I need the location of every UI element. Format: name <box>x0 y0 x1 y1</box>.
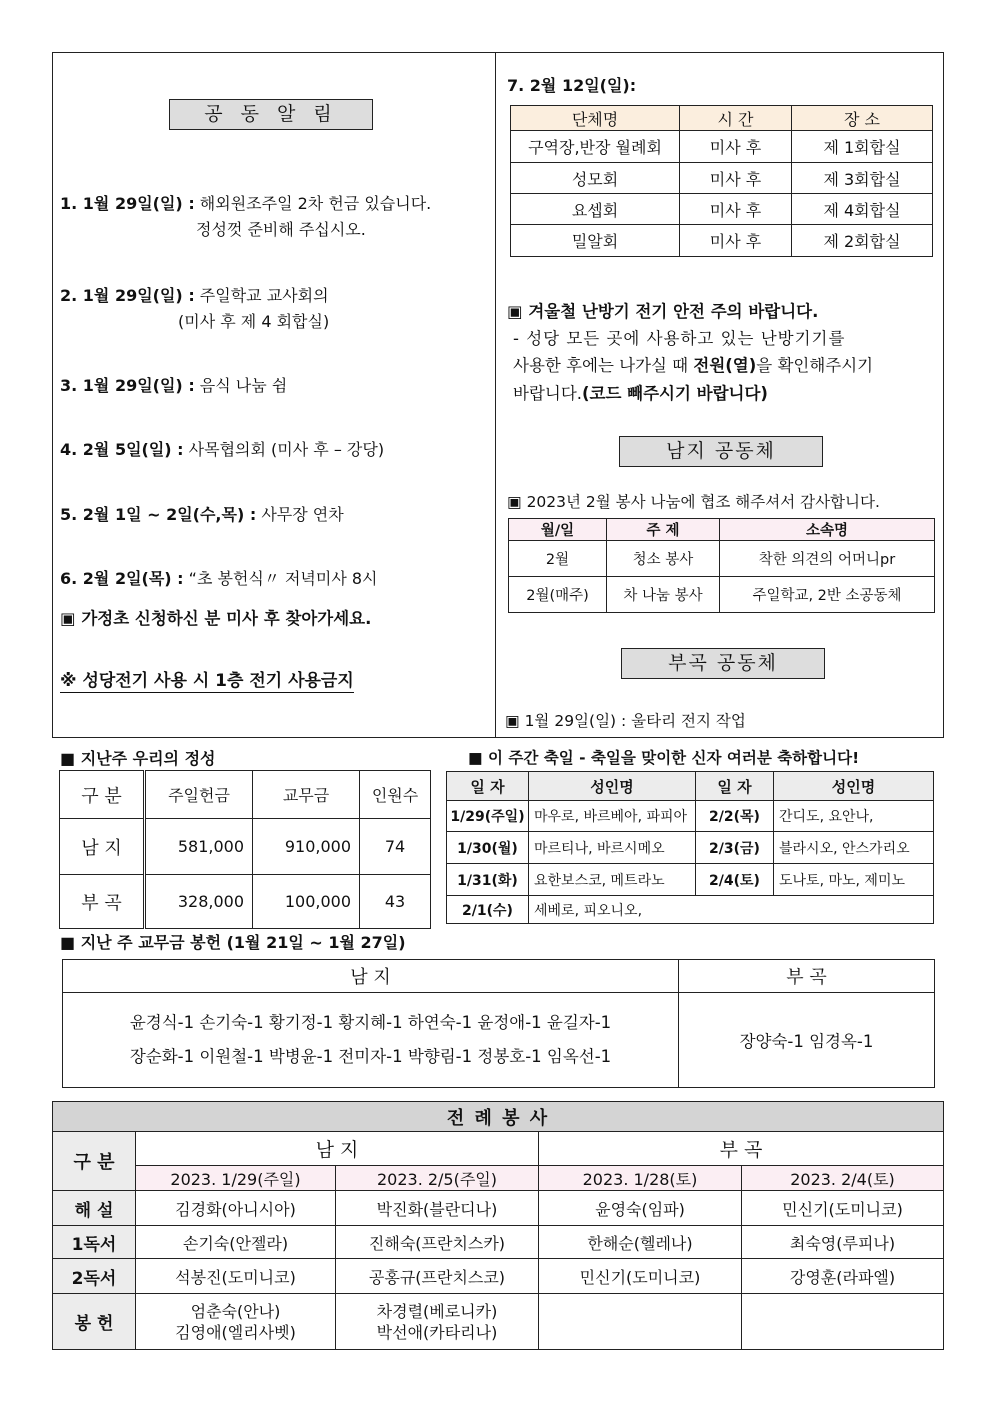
liturgy-cell: 석봉진(도미니코) <box>136 1259 336 1294</box>
namji-thanks: ▣ 2023년 2월 봉사 나눔에 협조 해주셔서 감사합니다. <box>507 493 880 511</box>
gyomu-bugok-header: 부 곡 <box>679 960 935 993</box>
liturgy-offer-name: 박선애(카타리나) <box>376 1322 498 1342</box>
feasts-table <box>446 771 934 924</box>
offering-title: ■ 지난주 우리의 정성 <box>60 749 216 768</box>
liturgy-cell: 강영훈(라파엘) <box>742 1259 944 1294</box>
notice-1-line2: 정성껏 준비해 주십시오. <box>196 220 366 239</box>
liturgy-date: 2023. 2/4(토) <box>742 1166 944 1191</box>
liturgy-cell: 박진화(블란디나) <box>336 1191 539 1226</box>
feb12-cell: 성모회 <box>511 163 680 194</box>
feb12-header-group: 단체명 <box>511 106 680 131</box>
feb12-cell: 제 2회합실 <box>792 225 933 257</box>
namji-cell: 착한 의견의 어머니pr <box>720 541 935 577</box>
feasts-date: 2/3(금) <box>696 832 774 864</box>
feasts-date: 1/31(화) <box>447 864 529 896</box>
offering-header: 교무금 <box>253 771 360 819</box>
bugok-item: ▣ 1월 29일(일) : 울타리 전지 작업 <box>505 712 746 730</box>
feasts-date: 2/1(수) <box>447 896 529 924</box>
liturgy-offer-name: 김영애(엘리사벳) <box>175 1322 296 1342</box>
heater-line2: 사용한 후에는 나가실 때 전원(열)을 확인해주시기 <box>513 356 874 375</box>
feasts-header: 성인명 <box>774 772 934 801</box>
feasts-saints: 세베로, 피오니오, <box>529 896 934 924</box>
feasts-saints: 도나토, 마노, 제미노 <box>774 864 934 896</box>
liturgy-row-label: 2독서 <box>53 1259 136 1294</box>
feasts-date: 2/4(토) <box>696 864 774 896</box>
feb12-header-time: 시 간 <box>680 106 792 131</box>
gyomu-namji-header: 남 지 <box>63 960 679 993</box>
feasts-date: 2/2(목) <box>696 801 774 832</box>
feb12-table <box>510 105 933 257</box>
heater-title: ▣ 겨울철 난방기 전기 안전 주의 바랍니다. <box>507 302 819 321</box>
common-title: 공 동 알 림 <box>169 99 373 130</box>
namji-cell: 2월(매주) <box>509 577 607 613</box>
offering-header: 주일헌금 <box>145 771 253 819</box>
namji-cell: 청소 봉사 <box>607 541 720 577</box>
feb12-heading: 7. 2월 12일(일): <box>507 76 637 95</box>
liturgy-cell: 최숙영(루피나) <box>742 1226 944 1259</box>
feb12-cell: 미사 후 <box>680 131 792 163</box>
liturgy-gubun: 구 분 <box>53 1132 136 1191</box>
notice-4: 4. 2월 5일(일) : 사목협의회 (미사 후 – 강당) <box>60 440 385 459</box>
feb12-header-place: 장 소 <box>792 106 933 131</box>
offering-cell: 74 <box>360 819 431 875</box>
heater-line1: - 성당 모든 곳에 사용하고 있는 난방기기를 <box>513 329 846 348</box>
gyomu-namji-line2: 장순화-1 이원철-1 박병윤-1 전미자-1 박향림-1 정봉호-1 임옥선-1 <box>129 1047 612 1066</box>
namji-cell: 차 나눔 봉사 <box>607 577 720 613</box>
gyomu-table <box>62 959 935 1088</box>
feasts-title: ■ 이 주간 축일 - 축일을 맞이한 신자 여러분 축하합니다! <box>468 749 860 767</box>
liturgy-bugok-header: 부 곡 <box>539 1132 944 1166</box>
offering-cell: 100,000 <box>253 875 360 929</box>
liturgy-cell: 민신기(도미니코) <box>539 1259 742 1294</box>
feasts-saints: 마르티나, 바르시메오 <box>529 832 696 864</box>
notice-2-line2: (미사 후 제 4 회합실) <box>178 312 330 331</box>
namji-header: 주 제 <box>607 519 720 541</box>
gyomu-title: ■ 지난 주 교무금 봉헌 (1월 21일 ~ 1월 27일) <box>60 933 406 952</box>
feasts-header: 일 자 <box>447 772 529 801</box>
feasts-header: 일 자 <box>696 772 774 801</box>
namji-cell: 주일학교, 2반 소공동체 <box>720 577 935 613</box>
feb12-cell: 미사 후 <box>680 163 792 194</box>
offering-header: 구 분 <box>60 771 145 819</box>
liturgy-cell: 진해숙(프란치스카) <box>336 1226 539 1259</box>
feasts-header: 성인명 <box>529 772 696 801</box>
feb12-cell: 제 4회합실 <box>792 194 933 225</box>
liturgy-offer-cell <box>539 1294 742 1350</box>
notice-1: 1. 1월 29일(일) : 해외원조주일 2차 헌금 있습니다. <box>60 194 432 213</box>
liturgy-offer-name: 엄춘숙(안나) <box>190 1301 281 1321</box>
liturgy-date: 2023. 2/5(주일) <box>336 1166 539 1191</box>
liturgy-date: 2023. 1/29(주일) <box>136 1166 336 1191</box>
feb12-cell: 요셉회 <box>511 194 680 225</box>
liturgy-row-label: 1독서 <box>53 1226 136 1259</box>
liturgy-title: 전 례 봉 사 <box>53 1102 944 1132</box>
notice-2: 2. 1월 29일(일) : 주일학교 교사회의 <box>60 286 329 305</box>
electric-note: ※ 성당전기 사용 시 1층 전기 사용금지 <box>60 666 354 693</box>
liturgy-offer-name: 차경렬(베로니카) <box>376 1301 498 1321</box>
namji-title: 남지 공동체 <box>619 436 823 467</box>
feasts-saints: 간디도, 요안나, <box>774 801 934 832</box>
feb12-cell: 미사 후 <box>680 194 792 225</box>
liturgy-cell: 민신기(도미니코) <box>742 1191 944 1226</box>
feb12-cell: 밀알회 <box>511 225 680 257</box>
offering-cell: 581,000 <box>145 819 253 875</box>
top-divider <box>495 52 496 738</box>
offering-cell: 910,000 <box>253 819 360 875</box>
namji-cell: 2월 <box>509 541 607 577</box>
liturgy-cell: 공홍규(프란치스코) <box>336 1259 539 1294</box>
offering-cell: 328,000 <box>145 875 253 929</box>
feasts-saints: 마우로, 바르베아, 파피아 <box>529 801 696 832</box>
offering-row-label: 부 곡 <box>60 875 145 929</box>
liturgy-offer-label: 봉 헌 <box>53 1294 136 1350</box>
gyomu-namji-line1: 윤경식-1 손기숙-1 황기정-1 황지혜-1 하연숙-1 윤정애-1 윤길자-1 <box>129 1013 612 1032</box>
notice-6: 6. 2월 2일(목) : “초 봉헌식〃 저녁미사 8시 <box>60 569 378 588</box>
namji-header: 소속명 <box>720 519 935 541</box>
liturgy-offer-cell <box>742 1294 944 1350</box>
liturgy-cell: 윤영숙(임파) <box>539 1191 742 1226</box>
gyomu-bugok-names: 장양숙-1 임경옥-1 <box>679 993 935 1088</box>
feasts-date: 1/30(월) <box>447 832 529 864</box>
bugok-title: 부곡 공동체 <box>621 648 825 679</box>
namji-table <box>508 518 935 613</box>
offering-row-label: 남 지 <box>60 819 145 875</box>
feb12-cell: 제 1회합실 <box>792 131 933 163</box>
notice-3: 3. 1월 29일(일) : 음식 나눔 쉼 <box>60 376 288 395</box>
candle-note: ▣ 가정초 신청하신 분 미사 후 찾아가세요. <box>60 609 372 628</box>
gyomu-namji-names <box>63 993 679 1088</box>
offering-header: 인원수 <box>360 771 431 819</box>
liturgy-offer-cell <box>336 1294 539 1350</box>
offering-cell: 43 <box>360 875 431 929</box>
liturgy-row-label: 해 설 <box>53 1191 136 1226</box>
offering-table <box>59 770 431 929</box>
notice-5: 5. 2월 1일 ~ 2일(수,목) : 사무장 연차 <box>60 505 344 524</box>
liturgy-cell: 손기숙(안젤라) <box>136 1226 336 1259</box>
feb12-cell: 미사 후 <box>680 225 792 257</box>
feb12-cell: 구역장,반장 월례회 <box>511 131 680 163</box>
feb12-cell: 제 3회합실 <box>792 163 933 194</box>
liturgy-cell: 김경화(아니시아) <box>136 1191 336 1226</box>
liturgy-cell: 한해순(헬레나) <box>539 1226 742 1259</box>
feasts-saints: 블라시오, 안스가리오 <box>774 832 934 864</box>
heater-line3: 바랍니다.(코드 빼주시기 바랍니다) <box>513 384 768 403</box>
liturgy-offer-cell <box>136 1294 336 1350</box>
namji-header: 월/일 <box>509 519 607 541</box>
liturgy-table <box>52 1101 944 1350</box>
liturgy-date: 2023. 1/28(토) <box>539 1166 742 1191</box>
feasts-saints: 요한보스코, 메트라노 <box>529 864 696 896</box>
feasts-date: 1/29(주일) <box>447 801 529 832</box>
liturgy-namji-header: 남 지 <box>136 1132 539 1166</box>
